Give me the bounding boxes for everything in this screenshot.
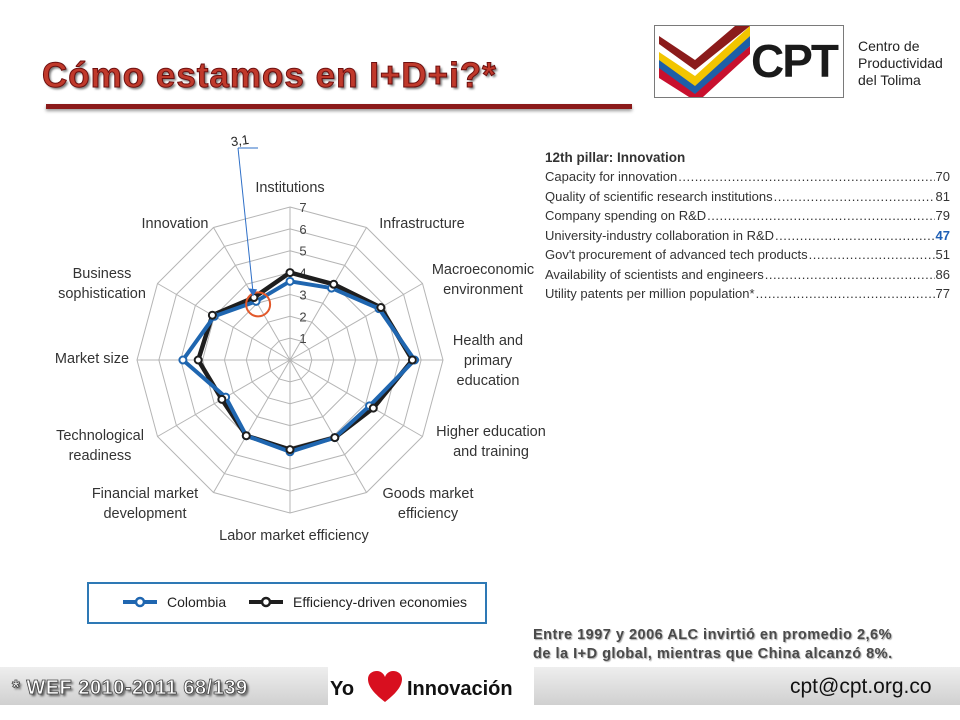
axis-label: environment	[443, 282, 523, 298]
pillar-row-label: Company spending on R&D	[545, 208, 707, 224]
scale-tick-label: 3	[299, 287, 307, 303]
pillar-row-value: 86	[935, 266, 950, 282]
pillar-row-label: Gov't procurement of advanced tech products	[545, 247, 808, 263]
pillar-title: 12th pillar: Innovation	[545, 150, 686, 165]
pillar-row	[545, 226, 950, 246]
pillar-table	[545, 150, 950, 304]
radar-chart	[0, 120, 560, 580]
chart-legend	[87, 582, 487, 624]
scale-tick-label: 4	[299, 265, 307, 281]
axis-label: Market size	[54, 351, 130, 367]
axis-label: Technological	[56, 428, 144, 444]
axis-label: Health and	[452, 333, 524, 349]
scale-tick-label: 1	[299, 331, 307, 347]
pillar-row	[545, 245, 950, 265]
pillar-row-value: 47	[935, 227, 950, 243]
data-point	[331, 434, 338, 441]
legend-item-colombia	[121, 594, 226, 610]
scale-tick-label: 5	[299, 243, 307, 259]
logo-caption	[858, 38, 943, 89]
data-point	[195, 357, 202, 364]
axis-label: Innovation	[141, 216, 209, 232]
logo-line-3: del Tolima	[858, 72, 921, 88]
heart-icon	[368, 671, 402, 703]
axis-label: education	[456, 373, 520, 389]
data-point	[377, 304, 384, 311]
note-line-2: de la I+D global, mientras que China alcanzó 8%.	[533, 646, 893, 662]
scale-tick-label: 7	[299, 200, 307, 215]
data-point	[209, 312, 216, 319]
banner-yo: Yo	[330, 678, 355, 700]
axis-label: and training	[453, 444, 529, 460]
pillar-row-leader	[774, 189, 935, 204]
pillar-row-leader	[678, 169, 934, 184]
logo-line-1: Centro de	[858, 38, 920, 54]
data-point	[370, 405, 377, 412]
pillar-row-value: 79	[935, 208, 950, 224]
legend-item-efficiency	[247, 594, 467, 610]
investment-note	[533, 626, 893, 664]
legend-label-colombia: Colombia	[167, 594, 227, 610]
page-title: Cómo estamos en I+D+i?*	[42, 56, 497, 95]
axis-label: primary	[463, 353, 513, 369]
axis-label: Business	[72, 266, 132, 282]
pillar-row	[545, 265, 950, 285]
annotation-label: 3,1	[229, 131, 250, 150]
axis-label: Macroeconomic	[431, 262, 535, 278]
title-underline	[46, 104, 632, 109]
data-point	[287, 278, 294, 285]
pillar-row	[545, 167, 950, 187]
pillar-row	[545, 187, 950, 207]
axis-label: efficiency	[397, 506, 459, 522]
banner-innovacion: Innovación	[407, 678, 513, 700]
axis-label: Goods market	[382, 486, 474, 502]
pillar-row-label: Capacity for innovation	[545, 169, 678, 185]
legend-swatch-efficiency	[247, 596, 285, 608]
pillar-row-label: Quality of scientific research institutions	[545, 188, 773, 204]
logo-stripes-icon	[655, 26, 750, 97]
axis-label: readiness	[68, 448, 132, 464]
pillar-row	[545, 206, 950, 226]
pillar-row-leader	[809, 247, 935, 262]
pillar-row	[545, 284, 950, 304]
data-point	[330, 281, 337, 288]
scale-tick-label: 2	[299, 309, 307, 325]
pillar-row-value: 81	[935, 188, 950, 204]
scale-tick-label: 6	[299, 221, 307, 237]
axis-label: sophistication	[58, 286, 146, 302]
pillar-row-leader	[707, 208, 934, 223]
pillar-row-label: Utility patents per million population*	[545, 286, 755, 302]
pillar-row-leader	[775, 228, 935, 243]
pillar-row-value: 70	[935, 169, 950, 185]
pillar-row-label: Availability of scientists and engineers	[545, 266, 764, 282]
pillar-row-value: 77	[935, 286, 950, 302]
data-point	[243, 432, 250, 439]
contact-email[interactable]: cpt@cpt.org.co	[790, 675, 932, 698]
data-point	[287, 446, 294, 453]
data-point	[218, 396, 225, 403]
footer-source: * WEF 2010-2011 68/139	[12, 677, 248, 699]
axis-label: Financial market	[91, 486, 199, 502]
axis-label: Institutions	[255, 180, 325, 196]
axis-label: Infrastructure	[379, 216, 465, 232]
axis-label: Labor market efficiency	[219, 528, 369, 544]
cpt-logo	[654, 25, 844, 98]
legend-swatch-colombia	[121, 596, 159, 608]
pillar-row-value: 51	[935, 247, 950, 263]
axis-label: Higher education	[436, 424, 546, 440]
pillar-row-leader	[765, 267, 935, 282]
legend-label-efficiency: Efficiency-driven economies	[293, 594, 468, 610]
pillar-row-label: University-industry collaboration in R&D	[545, 227, 775, 243]
data-point	[287, 269, 294, 276]
logo-line-2: Productividad	[858, 55, 943, 71]
data-point	[179, 357, 186, 364]
logo-wordmark: CPT	[751, 35, 837, 87]
pillar-row-leader	[756, 286, 935, 301]
axis-label: development	[103, 506, 187, 522]
data-point	[409, 357, 416, 364]
note-line-1: Entre 1997 y 2006 ALC invirtió en promedio 2,6%	[533, 627, 892, 643]
